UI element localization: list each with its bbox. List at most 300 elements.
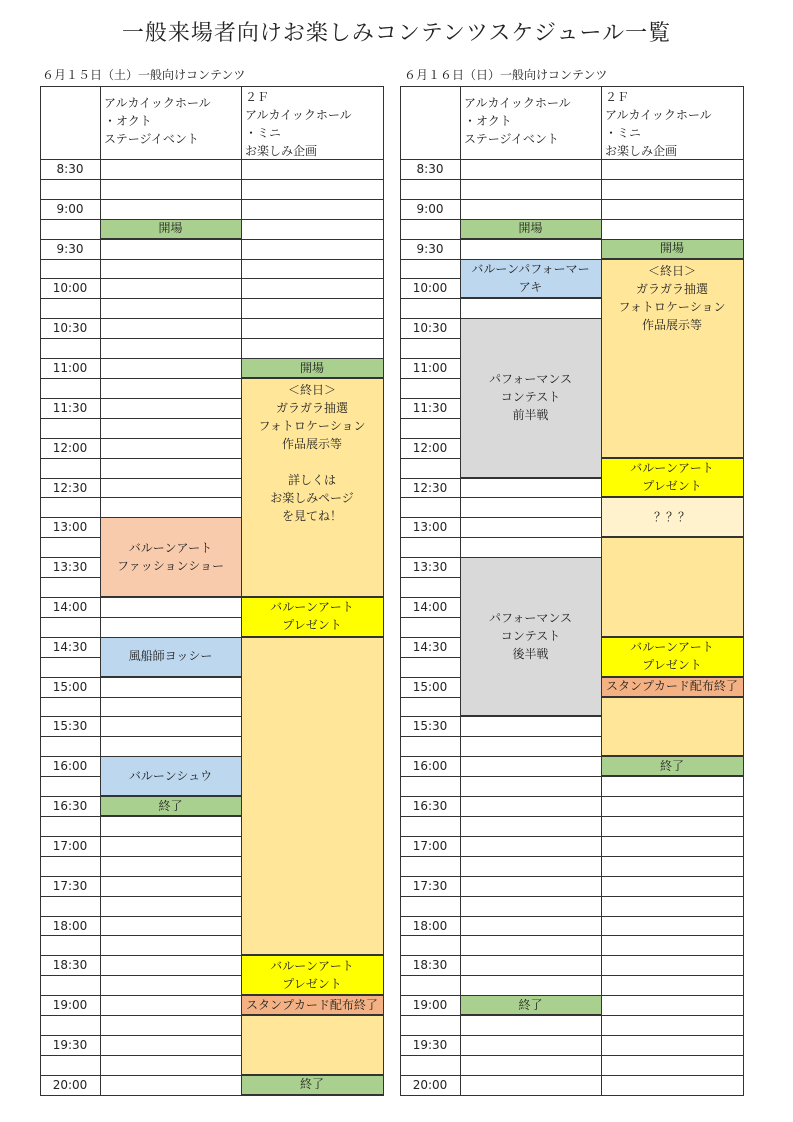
row-divider (40, 418, 100, 419)
row-divider (100, 1055, 241, 1056)
time-half-slot (40, 776, 100, 796)
row-divider (601, 458, 743, 459)
row-divider (40, 816, 100, 817)
time-label: 19:00 (412, 998, 448, 1013)
row-divider (400, 637, 460, 638)
row-divider (601, 776, 743, 777)
row-divider (400, 338, 460, 339)
row-divider (460, 776, 601, 777)
event-block: パフォーマンス コンテスト 前半戦 (460, 318, 601, 477)
row-divider (601, 497, 743, 498)
row-divider (601, 896, 743, 897)
row-divider (460, 239, 601, 240)
event-block: スタンプカード配布終了 (241, 995, 383, 1015)
time-label: 12:00 (412, 440, 448, 455)
row-divider (601, 995, 743, 996)
row-divider (40, 617, 100, 618)
row-divider (460, 896, 601, 897)
event-block: 開場 (601, 239, 743, 259)
header-venue-mini: ２Ｆ アルカイックホール ・ミニ お楽しみ企画 (605, 90, 712, 158)
row-divider (40, 458, 100, 459)
time-half-slot (40, 298, 100, 318)
row-divider (601, 219, 743, 220)
row-divider (460, 159, 601, 160)
row-divider (400, 159, 460, 160)
row-divider (460, 497, 601, 498)
row-divider (601, 916, 743, 917)
event-block (601, 697, 743, 757)
time-half-slot (400, 577, 460, 597)
time-half-slot (400, 378, 460, 398)
row-divider (400, 657, 460, 658)
row-divider (100, 318, 241, 319)
time-half-slot (400, 896, 460, 916)
time-label: 17:00 (412, 838, 448, 853)
column-divider (460, 86, 461, 1096)
row-divider (460, 1015, 601, 1016)
time-half-slot (40, 219, 100, 239)
time-label: 13:00 (412, 520, 448, 535)
row-divider (40, 657, 100, 658)
row-divider (460, 517, 601, 518)
row-divider (601, 955, 743, 956)
time-label: 15:00 (52, 679, 88, 694)
row-divider (601, 179, 743, 180)
time-label: 8:30 (56, 161, 84, 176)
event-block: バルーンシュウ (100, 756, 241, 796)
column-divider (241, 86, 242, 1096)
event-block: バルーンアート プレゼント (241, 597, 383, 637)
row-divider (400, 378, 460, 379)
time-half-slot (400, 458, 460, 478)
time-half-slot (40, 378, 100, 398)
row-divider (400, 239, 460, 240)
time-label: 16:00 (52, 759, 88, 774)
row-divider (460, 736, 601, 737)
time-label: 14:30 (412, 639, 448, 654)
row-divider (460, 935, 601, 936)
row-divider (100, 517, 241, 518)
row-divider (40, 259, 100, 260)
row-divider (100, 239, 241, 240)
row-divider (400, 298, 460, 299)
row-divider (400, 1075, 460, 1076)
row-divider (40, 239, 100, 240)
row-divider (40, 836, 100, 837)
row-divider (40, 497, 100, 498)
row-divider (601, 1015, 743, 1016)
row-divider (40, 776, 100, 777)
event-block: 終了 (601, 756, 743, 776)
row-divider (400, 916, 460, 917)
row-divider (40, 756, 100, 757)
row-divider (40, 159, 100, 160)
row-divider (460, 796, 601, 797)
time-half-slot (40, 259, 100, 279)
time-label: 19:00 (52, 998, 88, 1013)
row-divider (460, 199, 601, 200)
row-divider (460, 916, 601, 917)
row-divider (460, 816, 601, 817)
time-half-slot (40, 1015, 100, 1035)
row-divider (100, 597, 241, 598)
row-divider (100, 995, 241, 996)
time-label: 14:00 (52, 599, 88, 614)
time-label: 18:30 (52, 958, 88, 973)
row-divider (40, 995, 100, 996)
time-half-slot (400, 736, 460, 756)
row-divider (460, 1035, 601, 1036)
time-half-slot (40, 617, 100, 637)
row-divider (100, 916, 241, 917)
time-half-slot (40, 497, 100, 517)
row-divider (40, 896, 100, 897)
row-divider (100, 677, 241, 678)
row-divider (460, 298, 601, 299)
row-divider (40, 278, 100, 279)
row-divider (100, 1075, 241, 1076)
row-divider (241, 995, 383, 996)
row-divider (241, 179, 383, 180)
time-label: 12:30 (52, 480, 88, 495)
row-divider (40, 398, 100, 399)
time-half-slot (40, 736, 100, 756)
event-block (241, 637, 383, 956)
row-divider (460, 955, 601, 956)
event-block: 終了 (460, 995, 601, 1015)
row-divider (601, 697, 743, 698)
time-label: 8:30 (416, 161, 444, 176)
header-time-cell (400, 86, 460, 159)
row-divider (40, 955, 100, 956)
header-venue-octo: アルカイックホール ・オクト ステージイベント (464, 96, 571, 146)
row-divider (40, 179, 100, 180)
time-half-slot (400, 179, 460, 199)
row-divider (100, 697, 241, 698)
row-divider (400, 259, 460, 260)
row-divider (601, 159, 743, 160)
row-divider (40, 796, 100, 797)
event-block: パフォーマンス コンテスト 後半戦 (460, 557, 601, 716)
time-label: 14:00 (412, 599, 448, 614)
row-divider (601, 259, 743, 260)
table-top-border (40, 86, 383, 87)
time-label: 19:30 (52, 1037, 88, 1052)
row-divider (400, 318, 460, 319)
time-half-slot (40, 418, 100, 438)
page-title: 一般来場者向けお楽しみコンテンツスケジュール一覧 (121, 21, 672, 46)
time-label: 19:30 (412, 1037, 448, 1052)
row-divider (100, 756, 241, 757)
time-label: 10:00 (412, 281, 448, 296)
row-divider (601, 935, 743, 936)
time-half-slot (40, 697, 100, 717)
event-block: バルーンアート プレゼント (241, 955, 383, 995)
row-divider (40, 916, 100, 917)
row-divider (241, 1095, 383, 1096)
time-label: 10:00 (52, 281, 88, 296)
time-label: 11:30 (52, 400, 88, 415)
row-divider (40, 1075, 100, 1076)
row-divider (601, 677, 743, 678)
event-block: 終了 (100, 796, 241, 816)
time-label: 11:00 (412, 361, 448, 376)
time-half-slot (40, 537, 100, 557)
row-divider (40, 318, 100, 319)
row-divider (100, 278, 241, 279)
row-divider (460, 557, 601, 558)
row-divider (40, 517, 100, 518)
time-label: 9:00 (416, 201, 444, 216)
day2-label: ６月１６日（日）一般向けコンテンツ (404, 68, 608, 82)
event-block: 開場 (100, 219, 241, 239)
time-half-slot (40, 935, 100, 955)
time-label: 20:00 (412, 1077, 448, 1092)
row-divider (100, 458, 241, 459)
row-divider (460, 1055, 601, 1056)
row-divider (40, 199, 100, 200)
row-divider (601, 637, 743, 638)
event-block: バルーンアート プレゼント (601, 637, 743, 677)
time-half-slot (400, 1015, 460, 1035)
row-divider (100, 398, 241, 399)
row-divider (601, 537, 743, 538)
row-divider (400, 995, 460, 996)
row-divider (40, 577, 100, 578)
time-half-slot (400, 537, 460, 557)
time-half-slot (40, 1055, 100, 1075)
time-label: 15:30 (52, 719, 88, 734)
row-divider (460, 219, 601, 220)
time-half-slot (400, 617, 460, 637)
row-divider (100, 219, 241, 220)
row-divider (100, 179, 241, 180)
row-divider (40, 935, 100, 936)
row-divider (601, 796, 743, 797)
row-divider (40, 1015, 100, 1016)
row-divider (400, 796, 460, 797)
row-divider (40, 378, 100, 379)
row-divider (40, 677, 100, 678)
row-divider (241, 1015, 383, 1016)
row-divider (40, 1035, 100, 1036)
time-label: 18:00 (412, 918, 448, 933)
row-divider (601, 1055, 743, 1056)
time-half-slot (400, 298, 460, 318)
row-divider (460, 1095, 601, 1096)
row-divider (241, 597, 383, 598)
event-block: 開場 (460, 219, 601, 239)
time-label: 17:30 (412, 878, 448, 893)
time-half-slot (400, 497, 460, 517)
event-block (241, 1015, 383, 1075)
time-label: 16:00 (412, 759, 448, 774)
row-divider (400, 1035, 460, 1036)
header-time-cell (40, 86, 100, 159)
row-divider (100, 637, 241, 638)
row-divider (241, 298, 383, 299)
row-divider (400, 557, 460, 558)
time-half-slot (400, 259, 460, 279)
day2-schedule-table (400, 86, 753, 1095)
column-divider (40, 86, 41, 1096)
row-divider (400, 1055, 460, 1056)
column-divider (743, 86, 744, 1096)
row-divider (460, 537, 601, 538)
row-divider (40, 1055, 100, 1056)
time-label: 20:00 (52, 1077, 88, 1092)
row-divider (601, 836, 743, 837)
time-half-slot (40, 975, 100, 995)
column-divider (100, 86, 101, 1096)
row-divider (100, 159, 241, 160)
row-divider (40, 736, 100, 737)
row-divider (400, 617, 460, 618)
time-half-slot (400, 338, 460, 358)
row-divider (400, 955, 460, 956)
row-divider (400, 438, 460, 439)
row-divider (460, 995, 601, 996)
row-divider (460, 318, 601, 319)
row-divider (241, 159, 383, 160)
row-divider (460, 975, 601, 976)
row-divider (40, 557, 100, 558)
row-divider (100, 1095, 241, 1096)
time-half-slot (400, 975, 460, 995)
row-divider (100, 836, 241, 837)
time-half-slot (400, 657, 460, 677)
row-divider (241, 338, 383, 339)
row-divider (601, 756, 743, 757)
time-label: 10:30 (52, 321, 88, 336)
time-label: 11:30 (412, 400, 448, 415)
time-label: 17:30 (52, 878, 88, 893)
time-label: 9:30 (416, 241, 444, 256)
row-divider (601, 1035, 743, 1036)
row-divider (40, 358, 100, 359)
row-divider (400, 517, 460, 518)
row-divider (400, 836, 460, 837)
row-divider (100, 418, 241, 419)
time-half-slot (40, 577, 100, 597)
row-divider (40, 338, 100, 339)
row-divider (460, 478, 601, 479)
row-divider (100, 1035, 241, 1036)
event-block: 風船師ヨッシー (100, 637, 241, 677)
time-label: 18:30 (412, 958, 448, 973)
column-divider (383, 86, 384, 1096)
row-divider (400, 458, 460, 459)
row-divider (601, 1095, 743, 1096)
row-divider (40, 856, 100, 857)
row-divider (460, 836, 601, 837)
time-label: 11:00 (52, 361, 88, 376)
time-label: 13:00 (52, 520, 88, 535)
day1-schedule-table (40, 86, 383, 1095)
row-divider (400, 677, 460, 678)
time-label: 16:30 (412, 799, 448, 814)
row-divider (100, 338, 241, 339)
row-divider (100, 1015, 241, 1016)
time-label: 17:00 (52, 838, 88, 853)
row-divider (460, 876, 601, 877)
row-divider (400, 776, 460, 777)
row-divider (100, 438, 241, 439)
row-divider (100, 478, 241, 479)
row-divider (40, 876, 100, 877)
row-divider (40, 438, 100, 439)
row-divider (460, 716, 601, 717)
time-label: 9:30 (56, 241, 84, 256)
row-divider (400, 935, 460, 936)
row-divider (400, 278, 460, 279)
header-venue-octo: アルカイックホール ・オクト ステージイベント (104, 96, 211, 146)
row-divider (460, 179, 601, 180)
row-divider (40, 537, 100, 538)
row-divider (100, 856, 241, 857)
row-divider (241, 378, 383, 379)
row-divider (40, 716, 100, 717)
row-divider (400, 756, 460, 757)
row-divider (100, 298, 241, 299)
row-divider (400, 358, 460, 359)
event-block: バルーンアート プレゼント (601, 458, 743, 498)
row-divider (241, 637, 383, 638)
row-divider (601, 239, 743, 240)
row-divider (40, 975, 100, 976)
row-divider (400, 179, 460, 180)
row-divider (241, 239, 383, 240)
row-divider (400, 816, 460, 817)
row-divider (400, 896, 460, 897)
row-divider (100, 816, 241, 817)
time-label: 18:00 (52, 918, 88, 933)
time-label: 10:30 (412, 321, 448, 336)
row-divider (400, 597, 460, 598)
row-divider (400, 1095, 460, 1096)
row-divider (601, 199, 743, 200)
event-block: ＜終日＞ ガラガラ抽選 フォトロケーション 作品展示等 (601, 259, 743, 458)
row-divider (601, 975, 743, 976)
time-half-slot (40, 856, 100, 876)
row-divider (601, 816, 743, 817)
time-half-slot (400, 418, 460, 438)
time-label: 14:30 (52, 639, 88, 654)
row-divider (241, 1075, 383, 1076)
time-label: 15:30 (412, 719, 448, 734)
row-divider (400, 697, 460, 698)
time-half-slot (400, 776, 460, 796)
time-half-slot (400, 697, 460, 717)
time-label: 12:00 (52, 440, 88, 455)
row-divider (100, 497, 241, 498)
time-label: 16:30 (52, 799, 88, 814)
row-divider (241, 358, 383, 359)
row-divider (400, 478, 460, 479)
row-divider (460, 756, 601, 757)
row-divider (460, 856, 601, 857)
event-block: バルーンパフォーマー アキ (460, 259, 601, 299)
time-half-slot (40, 816, 100, 836)
row-divider (100, 896, 241, 897)
row-divider (100, 716, 241, 717)
row-divider (100, 358, 241, 359)
time-half-slot (400, 816, 460, 836)
row-divider (100, 876, 241, 877)
row-divider (400, 497, 460, 498)
event-block: 終了 (241, 1075, 383, 1095)
row-divider (40, 219, 100, 220)
